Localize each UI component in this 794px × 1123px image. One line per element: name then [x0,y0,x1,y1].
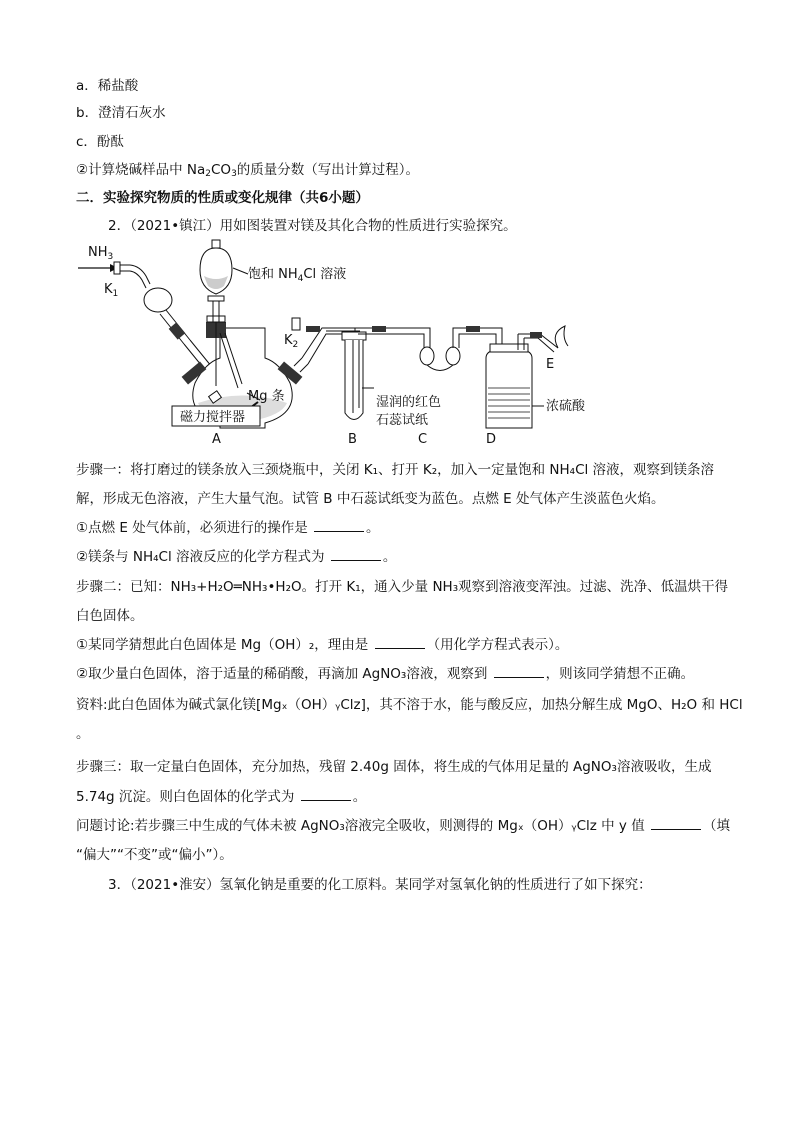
k2-label: $K_2$ [284,333,299,350]
step1-q2: ②镁条与 NH₄Cl 溶液反应的化学方程式为 。 [76,549,397,565]
answer-blank[interactable] [494,665,544,678]
mg-label: Mg 条 [248,389,285,404]
answer-blank[interactable] [314,519,364,532]
valve-k2 [292,318,300,330]
u-tube-bulb-right [446,347,460,365]
funnel-label: 饱和 $NH_4Cl$ 溶液 [248,267,347,284]
label-d: D [486,432,497,447]
step1-line1: 步骤一：将打磨过的镁条放入三颈烧瓶中，关闭 K₁、打开 K₂，加入一定量饱和 NH₄Cl 溶液，观察到镁条溶 [76,462,715,478]
nh3-label: $NH_3$ [88,245,114,262]
option-c: c．酚酞 [76,134,124,150]
valve-k1 [114,262,120,274]
step2-line2: 白色固体。 [76,608,144,624]
info-line1: 资料:此白色固体为碱式氯化镁[Mgₓ（OH）ᵧClz]，其不溶于水，能与酸反应，加热分解生成 MgO、H₂O 和 HCl [76,697,743,713]
answer-blank[interactable] [301,788,351,801]
label-e: E [546,357,555,372]
label-a: A [212,432,221,447]
label-b: B [348,432,357,447]
k1-label: $K_1$ [104,282,119,299]
q3-intro: 3．（2021•淮安）氢氧化钠是重要的化工原料。某同学对氢氧化钠的性质进行了如下探究： [108,877,652,893]
step1-line2: 解，形成无色溶液，产生大量气泡。试管 B 中石蕊试纸变为蓝色。点燃 E 处气体产生淡蓝色火焰。 [76,491,665,507]
step1-q1: ①点燃 E 处气体前，必须进行的操作是 。 [76,520,380,536]
flame-e [555,326,568,348]
u-tube-bulb-left [420,347,434,365]
option-b: b．澄清石灰水 [76,105,166,121]
step2-line1: 步骤二：已知：NH₃+H₂O═NH₃•H₂O。打开 K₁，通入少量 NH₃观察到溶液变浑浊。过滤、洗净、低温烘干得 [76,579,729,595]
paper-label-2: 石蕊试纸 [376,413,429,428]
q2-intro: 2．（2021•镇江）用如图装置对镁及其化合物的性质进行实验探究。 [108,218,517,234]
option-a: a．稀盐酸 [76,78,139,94]
drying-bulb [144,288,172,312]
label-c: C [418,432,428,447]
discussion-line1: 问题讨论:若步骤三中生成的气体未被 AgNO₃溶液完全吸收，则测得的 Mgₓ（OH）ᵧClz 中 y 值 （填 [76,818,731,834]
acid-label: 浓硫酸 [546,399,586,414]
apparatus-diagram [70,238,630,453]
discussion-line2: “偏大”“不变”或“偏小”）。 [76,847,233,863]
step3-line1: 步骤三：取一定量白色固体，充分加热，残留 2.40g 固体，将生成的气体用足量的 AgNO₃溶液吸收，生成 [76,759,712,775]
answer-blank[interactable] [331,548,381,561]
step2-q2: ②取少量白色固体，溶于适量的稀硝酸，再滴加 AgNO₃溶液，观察到 ，则该同学猜想不正确。 [76,666,695,682]
step3-line2: 5.74g 沉淀。则白色固体的化学式为 。 [76,789,367,805]
test-tube-b [345,340,363,420]
info-line2: 。 [76,726,90,742]
stirrer-label: 磁力搅拌器 [180,410,246,425]
paper-label-1: 湿润的红色 [376,395,442,410]
gas-bottle-d [486,350,532,428]
calc-question: ②计算烧碱样品中 $Na_2CO_3$的质量分数（写出计算过程）。 [76,162,420,179]
answer-blank[interactable] [375,636,425,649]
step2-q1: ①某同学猜想此白色固体是 Mg（OH）₂，理由是 （用化学方程式表示）。 [76,637,569,653]
section-title: 二．实验探究物质的性质或变化规律（共6小题） [76,190,369,206]
answer-blank[interactable] [651,817,701,830]
